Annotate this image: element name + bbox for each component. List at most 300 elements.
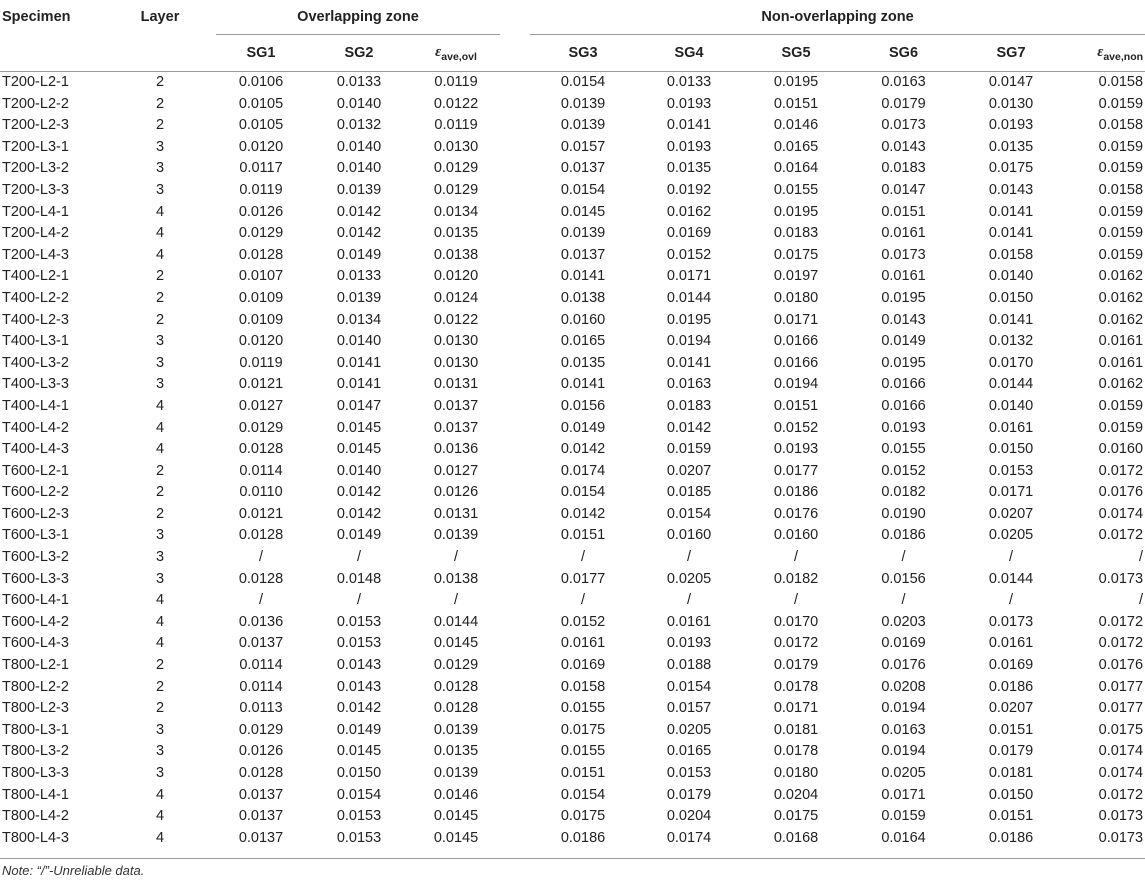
- layer-cell: 2: [155, 462, 165, 479]
- value-cell: 0.0142: [336, 505, 382, 522]
- value-cell: 0.0161: [560, 635, 606, 652]
- value-cell: 0.0142: [336, 484, 382, 501]
- specimen-cell: T600-L3-2: [2, 549, 69, 566]
- header-layer: Layer: [140, 9, 180, 26]
- value-cell: 0.0161: [988, 419, 1034, 436]
- layer-cell: 2: [155, 484, 165, 501]
- value-cell: 0.0124: [433, 289, 479, 306]
- value-cell: 0.0172: [1098, 786, 1144, 803]
- value-cell: 0.0180: [773, 765, 819, 781]
- table-row: [0, 590, 1145, 612]
- value-cell: 0.0153: [666, 765, 712, 781]
- layer-cell: 4: [155, 225, 165, 242]
- value-cell: 0.0171: [666, 268, 712, 285]
- value-cell: 0.0153: [336, 635, 382, 652]
- value-cell: 0.0107: [238, 268, 284, 285]
- value-cell: /: [901, 592, 906, 609]
- value-cell: 0.0173: [1098, 829, 1144, 846]
- value-cell: 0.0142: [336, 225, 382, 242]
- specimen-cell: T800-L4-1: [2, 786, 69, 803]
- value-cell: 0.0137: [238, 786, 284, 803]
- value-cell: 0.0176: [881, 657, 926, 674]
- layer-cell: 4: [155, 613, 165, 630]
- value-cell: /: [794, 549, 799, 566]
- value-cell: 0.0171: [988, 484, 1034, 501]
- table-body: [0, 72, 1145, 850]
- value-cell: 0.0174: [560, 462, 606, 479]
- specimen-cell: T600-L4-3: [2, 635, 69, 652]
- value-cell: 0.0145: [336, 419, 382, 436]
- specimen-cell: T200-L4-3: [2, 246, 69, 263]
- value-cell: /: [258, 549, 264, 566]
- value-cell: 0.0160: [1098, 441, 1144, 458]
- specimen-cell: T400-L3-1: [2, 333, 69, 350]
- value-cell: 0.0153: [336, 829, 382, 846]
- value-cell: 0.0148: [336, 570, 382, 587]
- table-row: [0, 374, 1145, 396]
- header-sg2: SG2: [306, 35, 412, 72]
- layer-cell: 3: [155, 333, 165, 350]
- specimen-cell: T400-L4-1: [2, 397, 69, 414]
- value-cell: 0.0117: [239, 160, 283, 177]
- value-cell: 0.0159: [1098, 419, 1144, 436]
- value-cell: 0.0135: [433, 225, 479, 242]
- value-cell: 0.0160: [666, 527, 712, 544]
- value-cell: 0.0179: [881, 95, 926, 112]
- table-row: [0, 94, 1145, 116]
- value-cell: 0.0186: [773, 484, 819, 501]
- table-row: [0, 763, 1145, 785]
- value-cell: 0.0140: [336, 160, 382, 177]
- value-cell: 0.0207: [988, 505, 1034, 522]
- value-cell: /: [687, 592, 692, 609]
- value-cell: 0.0119: [434, 117, 478, 134]
- value-cell: 0.0175: [560, 721, 606, 738]
- value-cell: 0.0192: [666, 181, 712, 198]
- value-cell: 0.0147: [988, 74, 1034, 90]
- value-cell: 0.0139: [433, 765, 479, 781]
- value-cell: 0.0140: [988, 268, 1034, 285]
- value-cell: 0.0169: [560, 657, 606, 674]
- value-cell: 0.0181: [988, 765, 1034, 781]
- value-cell: 0.0151: [773, 95, 819, 112]
- value-cell: 0.0135: [560, 354, 606, 371]
- table-row: [0, 331, 1145, 353]
- value-cell: 0.0208: [881, 678, 926, 695]
- value-cell: 0.0137: [433, 419, 479, 436]
- table-row: [0, 266, 1145, 288]
- value-cell: 0.0145: [336, 441, 382, 458]
- value-cell: 0.0128: [238, 246, 284, 263]
- value-cell: 0.0137: [560, 160, 606, 177]
- value-cell: 0.0163: [666, 376, 712, 393]
- specimen-cell: T600-L2-1: [2, 462, 69, 479]
- layer-cell: 2: [155, 657, 165, 674]
- value-cell: 0.0150: [988, 289, 1034, 306]
- value-cell: 0.0186: [988, 829, 1034, 846]
- value-cell: 0.0139: [560, 117, 606, 134]
- value-cell: 0.0140: [336, 333, 382, 350]
- header-eps-ovl: $\varepsilon_{ave,ovl}$: [412, 35, 500, 72]
- value-cell: 0.0139: [560, 225, 606, 242]
- layer-cell: 4: [155, 592, 165, 609]
- layer-cell: 3: [155, 160, 165, 177]
- value-cell: 0.0164: [773, 160, 819, 177]
- table-row: [0, 525, 1145, 547]
- value-cell: 0.0145: [560, 203, 606, 220]
- value-cell: 0.0144: [988, 376, 1034, 393]
- value-cell: 0.0193: [988, 117, 1034, 134]
- value-cell: 0.0141: [666, 354, 712, 371]
- value-cell: 0.0152: [773, 419, 819, 436]
- value-cell: 0.0172: [1098, 613, 1144, 630]
- value-cell: 0.0129: [433, 160, 479, 177]
- value-cell: 0.0188: [666, 657, 712, 674]
- value-cell: 0.0149: [336, 246, 382, 263]
- value-cell: 0.0140: [336, 138, 382, 155]
- value-cell: /: [356, 592, 362, 609]
- value-cell: 0.0141: [336, 376, 382, 393]
- value-cell: 0.0142: [560, 441, 606, 458]
- value-cell: 0.0109: [238, 289, 284, 306]
- specimen-cell: T600-L3-3: [2, 570, 69, 587]
- value-cell: 0.0139: [560, 95, 606, 112]
- value-cell: 0.0156: [560, 397, 606, 414]
- value-cell: 0.0119: [239, 354, 283, 371]
- value-cell: 0.0141: [666, 117, 712, 134]
- value-cell: 0.0143: [881, 138, 926, 155]
- value-cell: 0.0185: [666, 484, 712, 501]
- table-row: [0, 245, 1145, 267]
- value-cell: 0.0145: [336, 743, 382, 760]
- value-cell: 0.0160: [560, 311, 606, 328]
- value-cell: 0.0105: [238, 117, 284, 134]
- value-cell: 0.0162: [1098, 376, 1144, 393]
- value-cell: 0.0174: [1098, 505, 1144, 522]
- value-cell: 0.0171: [773, 311, 819, 328]
- value-cell: 0.0157: [666, 700, 712, 717]
- value-cell: 0.0162: [666, 203, 712, 220]
- value-cell: 0.0172: [1098, 462, 1144, 479]
- value-cell: 0.0177: [773, 462, 819, 479]
- specimen-cell: T400-L4-3: [2, 441, 69, 458]
- value-cell: 0.0128: [433, 700, 479, 717]
- layer-cell: 2: [155, 289, 165, 306]
- specimen-cell: T200-L2-1: [2, 74, 69, 90]
- header-sg6: SG6: [850, 35, 957, 72]
- value-cell: 0.0159: [1098, 138, 1144, 155]
- layer-cell: 2: [155, 74, 165, 90]
- header-sg5: SG5: [742, 35, 850, 72]
- value-cell: 0.0142: [336, 700, 382, 717]
- layer-cell: 4: [155, 635, 165, 652]
- value-cell: 0.0174: [666, 829, 712, 846]
- value-cell: 0.0161: [881, 225, 926, 242]
- value-cell: 0.0133: [666, 74, 712, 90]
- value-cell: 0.0133: [336, 74, 382, 90]
- value-cell: 0.0154: [560, 74, 606, 90]
- value-cell: 0.0120: [238, 138, 284, 155]
- specimen-cell: T200-L3-1: [2, 138, 69, 155]
- specimen-cell: T400-L2-2: [2, 289, 69, 306]
- value-cell: 0.0140: [336, 462, 382, 479]
- value-cell: 0.0138: [433, 246, 479, 263]
- table-row: [0, 223, 1145, 245]
- specimen-cell: T800-L2-3: [2, 700, 69, 717]
- value-cell: 0.0146: [773, 117, 819, 134]
- value-cell: 0.0166: [881, 397, 926, 414]
- value-cell: 0.0193: [666, 95, 712, 112]
- value-cell: 0.0171: [881, 786, 926, 803]
- value-cell: 0.0165: [773, 138, 819, 155]
- value-cell: 0.0139: [433, 721, 479, 738]
- table-row: [0, 288, 1145, 310]
- layer-cell: 4: [155, 808, 165, 825]
- value-cell: 0.0159: [1098, 397, 1144, 414]
- value-cell: 0.0154: [560, 181, 606, 198]
- value-cell: 0.0127: [238, 397, 284, 414]
- value-cell: 0.0155: [881, 441, 926, 458]
- value-cell: 0.0129: [238, 419, 284, 436]
- value-cell: 0.0207: [988, 700, 1034, 717]
- value-cell: 0.0151: [560, 527, 606, 544]
- layer-cell: 4: [155, 441, 165, 458]
- value-cell: 0.0162: [1098, 289, 1144, 306]
- value-cell: /: [454, 592, 459, 609]
- value-cell: 0.0142: [560, 505, 606, 522]
- value-cell: 0.0166: [881, 376, 926, 393]
- value-cell: 0.0126: [238, 203, 284, 220]
- value-cell: 0.0168: [773, 829, 819, 846]
- value-cell: 0.0175: [560, 808, 606, 825]
- value-cell: 0.0182: [881, 484, 926, 501]
- value-cell: 0.0193: [666, 138, 712, 155]
- value-cell: 0.0122: [433, 95, 479, 112]
- value-cell: 0.0141: [336, 354, 382, 371]
- value-cell: 0.0110: [239, 484, 283, 501]
- table-row: [0, 569, 1145, 591]
- layer-cell: 4: [155, 829, 165, 846]
- specimen-cell: T400-L2-3: [2, 311, 69, 328]
- value-cell: 0.0149: [881, 333, 926, 350]
- table-row: [0, 158, 1145, 180]
- table-row: [0, 115, 1145, 137]
- layer-cell: 2: [155, 268, 165, 285]
- specimen-cell: T600-L4-2: [2, 613, 69, 630]
- layer-cell: 2: [155, 95, 165, 112]
- value-cell: 0.0173: [881, 246, 926, 263]
- table-note: Note: “/”-Unreliable data.: [2, 863, 145, 878]
- value-cell: 0.0109: [238, 311, 284, 328]
- value-cell: 0.0173: [988, 613, 1034, 630]
- value-cell: 0.0158: [1098, 117, 1144, 134]
- value-cell: 0.0151: [881, 203, 926, 220]
- value-cell: 0.0155: [773, 181, 819, 198]
- value-cell: 0.0178: [773, 678, 819, 695]
- value-cell: 0.0169: [988, 657, 1034, 674]
- bottom-rule: [0, 858, 1145, 859]
- layer-cell: 2: [155, 678, 165, 695]
- value-cell: 0.0128: [238, 765, 284, 781]
- value-cell: 0.0122: [433, 311, 479, 328]
- value-cell: 0.0193: [773, 441, 819, 458]
- value-cell: 0.0119: [239, 181, 283, 198]
- table-row: [0, 785, 1145, 807]
- layer-cell: 3: [155, 570, 165, 587]
- value-cell: 0.0178: [773, 743, 819, 760]
- value-cell: 0.0143: [881, 311, 926, 328]
- layer-cell: 2: [155, 700, 165, 717]
- value-cell: 0.0140: [336, 95, 382, 112]
- value-cell: /: [794, 592, 799, 609]
- value-cell: 0.0186: [988, 678, 1034, 695]
- value-cell: 0.0183: [666, 397, 712, 414]
- value-cell: 0.0134: [433, 203, 479, 220]
- layer-cell: 4: [155, 786, 165, 803]
- specimen-cell: T600-L4-1: [2, 592, 69, 609]
- layer-cell: 3: [155, 721, 165, 738]
- value-cell: 0.0137: [238, 808, 284, 825]
- value-cell: 0.0176: [1098, 484, 1144, 501]
- value-cell: 0.0172: [1098, 527, 1144, 544]
- layer-cell: 4: [155, 203, 165, 220]
- value-cell: 0.0205: [988, 527, 1034, 544]
- header-sg1: SG1: [216, 35, 306, 72]
- table-row: [0, 482, 1145, 504]
- specimen-cell: T800-L4-2: [2, 808, 69, 825]
- value-cell: 0.0153: [336, 808, 382, 825]
- value-cell: 0.0128: [238, 570, 284, 587]
- value-cell: 0.0149: [560, 419, 606, 436]
- value-cell: 0.0140: [988, 397, 1034, 414]
- value-cell: 0.0105: [238, 95, 284, 112]
- value-cell: 0.0131: [433, 505, 479, 522]
- value-cell: 0.0161: [1098, 354, 1144, 371]
- value-cell: 0.0129: [238, 225, 284, 242]
- value-cell: 0.0195: [881, 354, 926, 371]
- value-cell: 0.0163: [881, 74, 926, 90]
- value-cell: 0.0138: [433, 570, 479, 587]
- value-cell: 0.0169: [666, 225, 712, 242]
- specimen-cell: T800-L2-2: [2, 678, 69, 695]
- table-row: [0, 828, 1145, 850]
- value-cell: 0.0143: [336, 657, 382, 674]
- specimen-cell: T400-L2-1: [2, 268, 69, 285]
- value-cell: 0.0149: [336, 527, 382, 544]
- value-cell: 0.0175: [773, 808, 819, 825]
- value-cell: /: [901, 549, 906, 566]
- value-cell: /: [1009, 592, 1014, 609]
- value-cell: 0.0151: [988, 808, 1034, 825]
- specimen-cell: T200-L3-3: [2, 181, 69, 198]
- value-cell: 0.0129: [433, 181, 479, 198]
- value-cell: 0.0113: [239, 700, 283, 717]
- value-cell: 0.0127: [433, 462, 479, 479]
- specimen-cell: T800-L2-1: [2, 657, 69, 674]
- value-cell: 0.0159: [1098, 203, 1144, 220]
- specimen-cell: T400-L3-3: [2, 376, 69, 393]
- value-cell: 0.0193: [881, 419, 926, 436]
- value-cell: 0.0162: [1098, 268, 1144, 285]
- value-cell: 0.0174: [1098, 765, 1144, 781]
- value-cell: 0.0157: [560, 138, 606, 155]
- value-cell: 0.0137: [238, 635, 284, 652]
- value-cell: 0.0166: [773, 354, 819, 371]
- table-row: [0, 137, 1145, 159]
- value-cell: /: [454, 549, 459, 566]
- table-row: [0, 698, 1145, 720]
- value-cell: 0.0147: [881, 181, 926, 198]
- header-specimen: Specimen: [2, 9, 71, 26]
- specimen-cell: T600-L2-3: [2, 505, 69, 522]
- layer-cell: 4: [155, 246, 165, 263]
- value-cell: 0.0158: [560, 678, 606, 695]
- value-cell: 0.0131: [433, 376, 479, 393]
- value-cell: 0.0193: [666, 635, 712, 652]
- value-cell: 0.0137: [433, 397, 479, 414]
- value-cell: 0.0153: [988, 462, 1034, 479]
- value-cell: 0.0166: [773, 333, 819, 350]
- value-cell: 0.0134: [336, 311, 382, 328]
- layer-cell: 4: [155, 397, 165, 414]
- value-cell: 0.0170: [773, 613, 819, 630]
- value-cell: 0.0153: [336, 613, 382, 630]
- value-cell: 0.0149: [336, 721, 382, 738]
- value-cell: 0.0159: [1098, 160, 1144, 177]
- value-cell: 0.0130: [433, 354, 479, 371]
- specimen-cell: T200-L4-1: [2, 203, 69, 220]
- value-cell: 0.0195: [881, 289, 926, 306]
- value-cell: 0.0172: [1098, 635, 1144, 652]
- value-cell: 0.0136: [238, 613, 284, 630]
- value-cell: 0.0205: [666, 721, 712, 738]
- value-cell: 0.0154: [336, 786, 382, 803]
- value-cell: 0.0141: [988, 203, 1034, 220]
- value-cell: 0.0158: [988, 246, 1034, 263]
- value-cell: 0.0204: [773, 786, 819, 803]
- value-cell: 0.0144: [988, 570, 1034, 587]
- value-cell: 0.0159: [1098, 246, 1144, 263]
- value-cell: 0.0177: [1098, 700, 1144, 717]
- value-cell: 0.0142: [336, 203, 382, 220]
- value-cell: 0.0161: [881, 268, 926, 285]
- header-sg3: SG3: [530, 35, 636, 72]
- value-cell: 0.0183: [881, 160, 926, 177]
- layer-cell: 2: [155, 505, 165, 522]
- table-row: [0, 677, 1145, 699]
- value-cell: 0.0204: [666, 808, 712, 825]
- value-cell: 0.0150: [336, 765, 382, 781]
- value-cell: 0.0173: [881, 117, 926, 134]
- value-cell: 0.0194: [773, 376, 819, 393]
- value-cell: /: [1139, 549, 1144, 566]
- value-cell: 0.0130: [433, 138, 479, 155]
- specimen-cell: T200-L2-2: [2, 95, 69, 112]
- specimen-cell: T800-L3-2: [2, 743, 69, 760]
- value-cell: 0.0205: [666, 570, 712, 587]
- value-cell: 0.0179: [666, 786, 712, 803]
- value-cell: 0.0128: [238, 527, 284, 544]
- value-cell: 0.0128: [238, 441, 284, 458]
- layer-cell: 3: [155, 376, 165, 393]
- value-cell: 0.0141: [988, 311, 1034, 328]
- value-cell: 0.0150: [988, 441, 1034, 458]
- value-cell: /: [1139, 592, 1144, 609]
- table-row: [0, 720, 1145, 742]
- table-row: [0, 461, 1145, 483]
- value-cell: 0.0203: [881, 613, 926, 630]
- value-cell: 0.0137: [238, 829, 284, 846]
